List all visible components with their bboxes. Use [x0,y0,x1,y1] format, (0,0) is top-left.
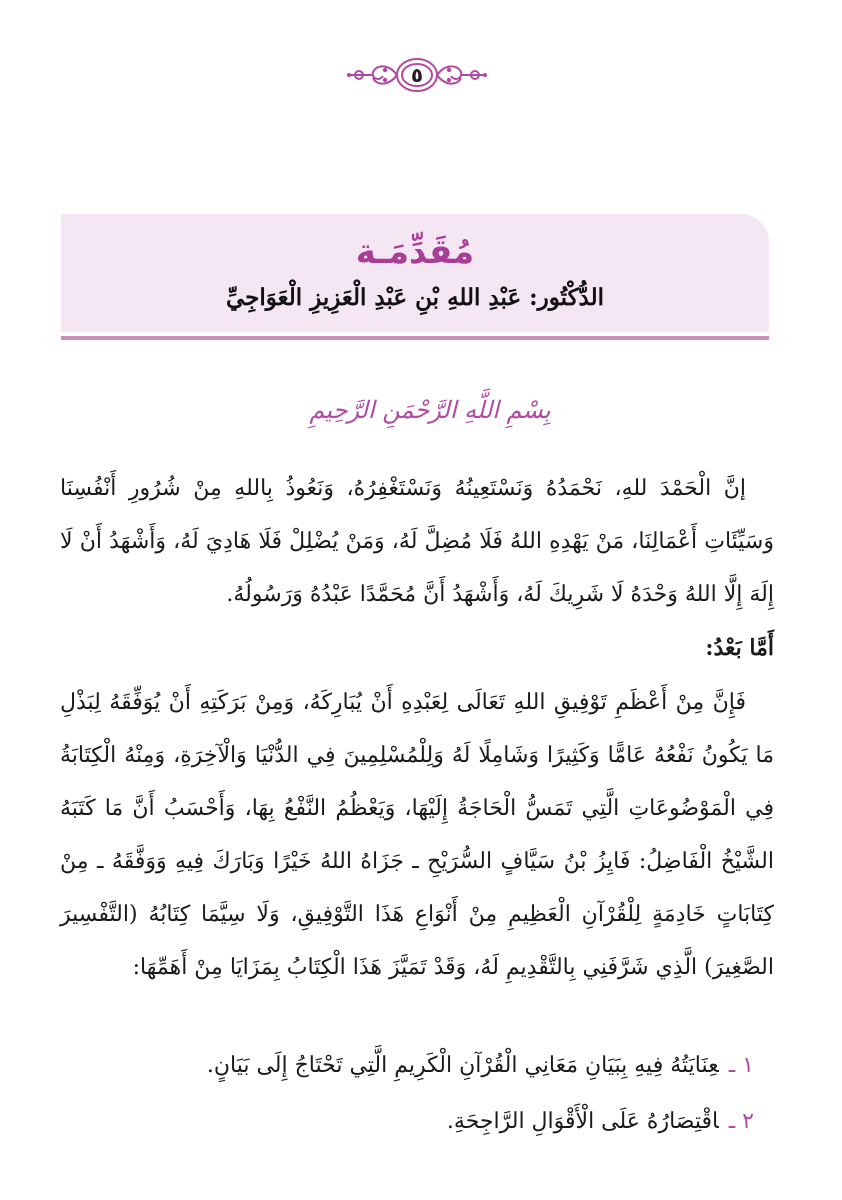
main-paragraph: فَإِنَّ مِنْ أَعْظَمِ تَوْفِيقِ اللهِ تَعَالَى لِعَبْدِهِ أَنْ يُبَارِكَهُ، وَمِنْ بَرَكَتِهِ أَنْ يُوَفِّقَهُ لِبَذْلِ مَا يَكُونُ نَفْعُهُ عَامًّا وَكَثِيرًا وَشَامِلًا لَهُ وَلِلْمُسْلِمِينَ فِي الدُّنْيَا وَالْآخِرَةِ، وَمِنْهُ الْكِتَابَةُ فِي الْمَوْضُوعَاتِ الَّتِي تَمَسُّ الْحَاجَةُ إِلَيْهَا، وَيَعْظُمُ النَّفْعُ بِهَا، وَأَحْسَبُ أَنَّ مَا كَتَبَهُ الشَّيْخُ الْفَاضِلُ: فَايِزُ بْنُ سَيَّافٍ السُّرَيْحِ ـ جَزَاهُ اللهُ خَيْرًا وَبَارَكَ فِيهِ وَوَفَّقَهُ ـ مِنْ كِتَابَاتٍ خَادِمَةٍ لِلْقُرْآنِ الْعَظِيمِ مِنْ أَنْوَاعِ هَذَا التَّوْفِيقِ، وَلَا سِيَّمَا كِتَابُهُ (التَّفْسِيرَ الصَّغِيرَ) الَّذِي شَرَّفَنِي بِالتَّقْدِيمِ لَهُ، وَقَدْ تَمَيَّزَ هَذَا الْكِتَابُ بِمَزَايَا مِنْ أَهَمِّهَا: [60,690,774,980]
list-item [60,1038,774,1094]
list-item [60,1094,774,1150]
page-number-ornament [345,52,489,98]
intro-paragraph: إنَّ الْحَمْدَ للهِ، نَحْمَدُهُ وَنَسْتَعِينُهُ وَنَسْتَغْفِرُهُ، وَنَعُوذُ بِاللهِ مِنْ شُرُورِ أَنْفُسِنَا وَسَيِّئَاتِ أَعْمَالِنَا، مَنْ يَهْدِهِ اللهُ فَلَا مُضِلَّ لَهُ، وَمَنْ يُضْلِلْ فَلَا هَادِيَ لَهُ، وَأَشْهَدُ أَنْ لَا إِلَهَ إِلَّا اللهُ وَحْدَهُ لَا شَرِيكَ لَهُ، وَأَشْهَدُ أَنَّ مُحَمَّدًا عَبْدُهُ وَرَسُولُهُ. [60,476,774,607]
features-list [60,1038,774,1150]
list-item-number: ٢ ـ [728,1109,754,1134]
amma-baad-heading: أَمَّا بَعْدُ: [705,635,774,661]
list-item-text: اقْتِصَارُهُ عَلَى الْأَقْوَالِ الرَّاجِحَةِ. [446,1109,719,1134]
basmala-calligraphy: بِسْمِ اللَّهِ الرَّحْمَنِ الرَّحِيمِ [309,396,551,424]
list-item-number: ١ ـ [728,1053,754,1078]
author-name: الدُّكْتُور: عَبْدِ اللهِ بْنِ عَبْدِ الْعَزِيزِ الْعَوَاجِيِّ [225,284,605,311]
page-number: ٥ [410,63,424,87]
list-item-text: عِنَايَتُهُ فِيهِ بِبَيَانِ مَعَانِي الْقُرْآنِ الْكَرِيمِ الَّتِي تَحْتَاجُ إِلَى بَيَانٍ. [206,1053,719,1078]
section-heading-box [61,214,769,332]
section-title: مُقَدِّمَـة [355,232,475,272]
heading-divider [61,336,769,340]
